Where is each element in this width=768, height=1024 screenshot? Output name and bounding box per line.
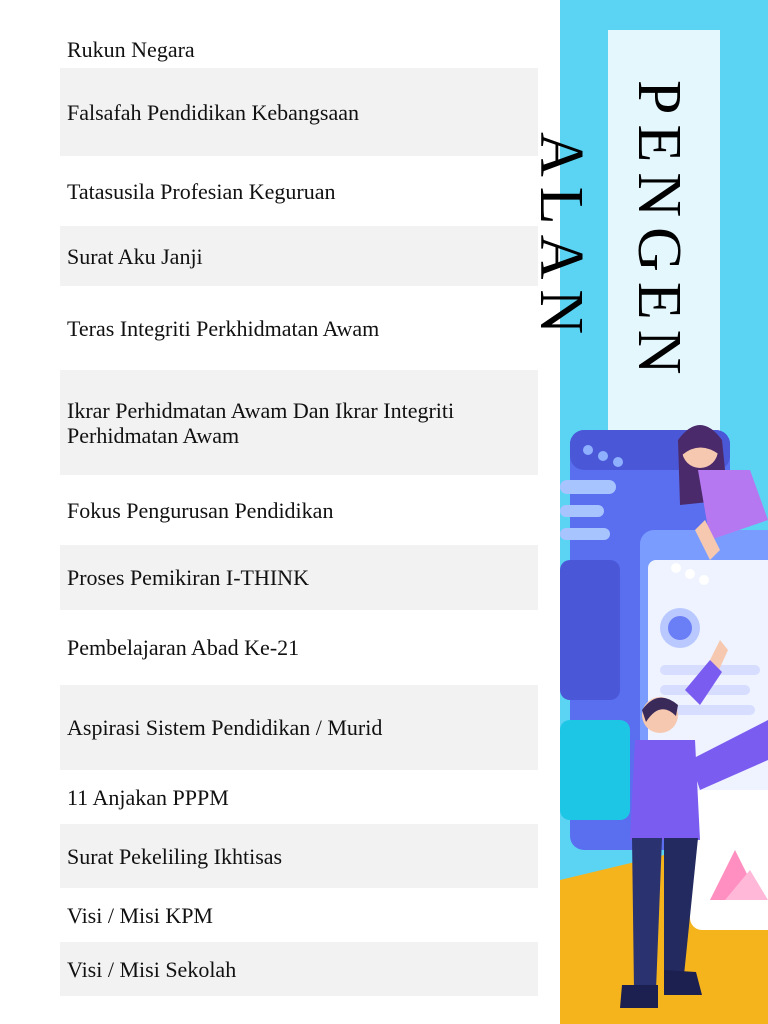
list-item	[60, 30, 538, 68]
list-item-label: Surat Pekeliling Ikhtisas	[67, 843, 283, 869]
list-item	[60, 545, 538, 610]
list-item-label: Fokus Pengurusan Pendidikan	[67, 497, 334, 523]
title-text-part2: ALAN	[527, 132, 595, 345]
list-item-label: Tatasusila Profesian Keguruan	[67, 178, 336, 204]
list-item	[60, 226, 538, 286]
list-item	[60, 942, 538, 996]
list-item-label: Falsafah Pendidikan Kebangsaan	[67, 99, 360, 125]
list-item-label: Aspirasi Sistem Pendidikan / Murid	[67, 715, 383, 740]
list-item	[60, 370, 538, 475]
list-item	[60, 156, 538, 226]
list-item	[60, 610, 538, 685]
list-item-label: Visi / Misi Sekolah	[67, 956, 237, 982]
list-item-label: Ikrar Perhidmatan Awam Dan Ikrar Integriti Perhidmatan Awam	[67, 397, 455, 448]
list-item	[60, 68, 538, 156]
list-item-label: Visi / Misi KPM	[67, 902, 213, 928]
list-item-label: Teras Integriti Perkhidmatan Awam	[67, 315, 380, 341]
list-item-label: Rukun Negara	[67, 36, 195, 62]
list-item	[60, 888, 538, 942]
list-item	[60, 286, 538, 370]
list-item-label: 11 Anjakan PPPM	[67, 784, 229, 810]
list-item	[60, 824, 538, 888]
list-item	[60, 475, 538, 545]
title-text-part1: PENGEN	[625, 80, 693, 385]
list-item-label: Pembelajaran Abad Ke-21	[67, 635, 300, 660]
list-item	[60, 770, 538, 824]
list-item	[60, 685, 538, 770]
list-item-label: Proses Pemikiran I-THINK	[67, 565, 309, 590]
list-item-label: Surat Aku Janji	[67, 243, 203, 269]
